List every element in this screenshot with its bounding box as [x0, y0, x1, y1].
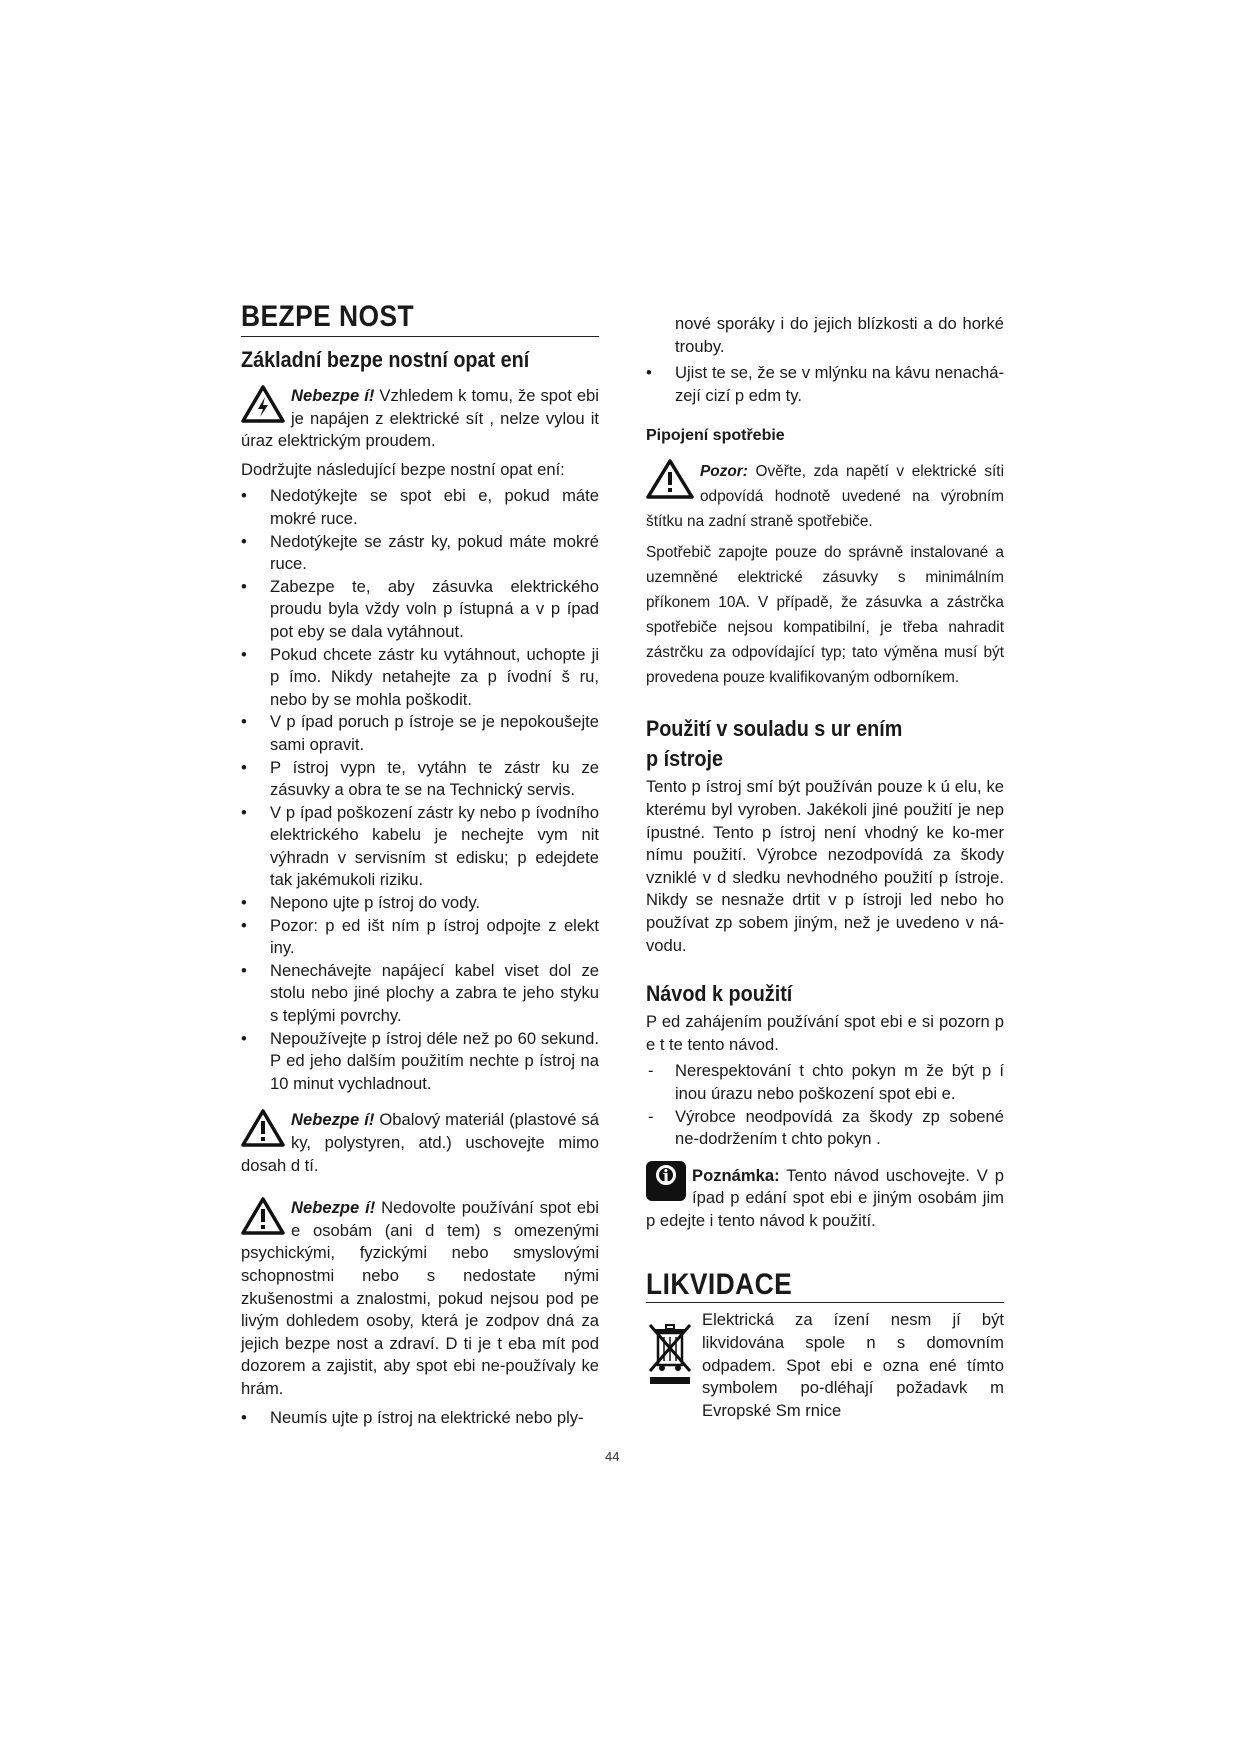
list-item: • P ístroj vypn te, vytáhn te zástr ku ze zásuvky a obra te se na Technický servis.	[241, 757, 599, 802]
warning-electric	[241, 385, 599, 453]
list-item: • Nedotýkejte se spot ebi e, pokud máte mokré ruce.	[241, 485, 599, 530]
caution-text: Ověřte, zda napětí v elektrické síti odpovídá hodnotě uvedené na výrobním štítku na zadní straně spotřebiče.	[646, 463, 1004, 531]
intended-use-heading-2: p ístroje	[646, 746, 724, 772]
continued-text: nové sporáky i do jejich blízkosti a do horké trouby.	[675, 314, 1004, 356]
caution-label: Pozor:	[700, 463, 748, 481]
list-item: - Nerespektování t chto pokyn m že být p í inou úrazu nebo poškození spot ebi e.	[646, 1060, 1004, 1105]
electric-warning-icon	[241, 385, 285, 423]
warning-label: Nebezpe í!	[291, 1198, 376, 1218]
list-item: • Nepono ujte p ístroj do vody.	[241, 892, 599, 915]
mill-list	[646, 362, 1004, 407]
list-item: • V p ípad poruch p ístroje se je nepokoušejte sami opravit.	[241, 711, 599, 756]
warning-packaging	[241, 1109, 599, 1177]
list-item: • Zabezpe te, aby zásuvka elektrického proudu byla vždy voln p ístupná a v p ípad pot eby se dala vytáhnout.	[241, 576, 599, 644]
warning-label: Nebezpe í!	[291, 1110, 375, 1130]
warning-text: Obalový materiál (plastové sá ky, polystyren, atd.) uschovejte mimo dosah d tí.	[241, 1110, 599, 1175]
list-item: - Výrobce neodpovídá za škody zp sobené ne-dodržením t chto pokyn .	[646, 1106, 1004, 1151]
list-item: • Ujist te se, že se v mlýnku na kávu nenachá-zejí cizí p edm ty.	[646, 362, 1004, 407]
exclamation-warning-icon	[646, 459, 694, 499]
disposal-rule	[646, 1302, 1004, 1303]
list-item: • Nepoužívejte p ístroj déle než po 60 sekund. P ed jeho dalším použitím nechte p ístroj na 10 minut vychladnout.	[241, 1028, 599, 1096]
list-item: • Nenechávejte napájecí kabel viset dol ze stolu nebo jiné plochy a zabra te jeho styku s teplými povrchy.	[241, 960, 599, 1028]
list-item: • Neumís ujte p ístroj na elektrické nebo ply-	[241, 1407, 599, 1430]
safety-list	[241, 485, 599, 1095]
intended-use-text: Tento p ístroj smí být používán pouze k ú elu, ke kterému byl vyroben. Jakékoli jiné použití je nep ípustné. Tento p ístroj není vhodný ke ko-mer nímu použití. Výrobce nezodpovídá za škody vzniklé v d sledku nevhodného použití p ístroje. Nikdy se nesnaže drtit v p ístroji led nebo ho používat zp sobem jiným, než je uvedeno v ná-vodu.	[646, 777, 1004, 955]
section-subtitle: Základní bezpe nostní opat ení	[241, 347, 530, 372]
right-column	[646, 313, 1004, 1426]
note-block	[646, 1165, 1004, 1233]
disposal-title: LIKVIDACE	[646, 1268, 793, 1302]
caution-voltage	[646, 459, 1004, 534]
safety-intro: Dodržujte následující bezpe nostní opat ení:	[241, 459, 565, 479]
guide-text: P ed zahájením používání spot ebi e si pozorn p e t te tento návod.	[646, 1012, 1004, 1054]
list-item: • Pokud chcete zástr ku vytáhnout, uchopte ji p ímo. Nikdy netahejte za p ívodní š ru, nebo by se mohla poškodit.	[241, 644, 599, 712]
left-column	[241, 300, 599, 1429]
connection-text: Spotřebič zapojte pouze do správně instalované a uzemněné elektrické zásuvky s minimálním příkonem 10A. V případě, že zásuvka a zástrčka spotřebiče nejsou kompatibilní, je třeba nahradit zástrčku za odpovídající typ; tato výměna musí být provedena pouze kvalifikovaným odborníkem.	[646, 544, 1004, 687]
page-number: 44	[605, 1449, 620, 1464]
crossed-bin-icon	[646, 1319, 694, 1385]
intended-use-heading-1: Použití v souladu s ur ením	[646, 716, 903, 742]
note-label: Poznámka:	[692, 1165, 780, 1185]
guide-list	[646, 1060, 1004, 1150]
warning-text: Vzhledem k tomu, že spot ebi je napájen z elektrické sít , nelze vylou it úraz elektrickým proudem.	[241, 386, 599, 451]
list-item: • V p ípad poškození zástr ky nebo p ívodního elektrického kabelu je nechejte vym nit výhradn v servisním st edisku; p edejdete tak jakémukoli riziku.	[241, 802, 599, 892]
safety-list-cont	[241, 1407, 599, 1430]
warning-persons	[241, 1197, 599, 1400]
exclamation-warning-icon	[241, 1197, 285, 1235]
list-item: • Pozor: p ed išt ním p ístroj odpojte z elekt iny.	[241, 915, 599, 960]
section-title: BEZPE NOST	[241, 300, 415, 333]
guide-heading: Návod k použití	[646, 981, 793, 1007]
warning-text: Nedovolte používání spot ebi e osobám (ani d tem) s omezenými psychickými, fyzickými nebo smyslovými schopnostmi nebo s nedostate nými zkušenostmi a znalostmi, pokud nejsou pod pe livým dohledem osoby, která je zodpov dná za jejich bezpe nost a zdraví. D ti je t eba mít pod dozorem a zajistit, aby spot ebi ne-používaly ke hrám.	[241, 1198, 599, 1398]
section-title-rule	[241, 300, 599, 337]
exclamation-warning-icon	[241, 1109, 285, 1147]
connection-heading: Pipojení spotřebie	[646, 427, 785, 445]
note-text: Tento návod uschovejte. V p ípad p edání spot ebi e jiným osobám jim p edejte i tento návod k použití.	[646, 1165, 1004, 1230]
warning-label: Nebezpe í!	[291, 386, 375, 405]
info-icon: i	[646, 1161, 686, 1201]
disposal-block	[646, 1309, 1004, 1422]
disposal-text: Elektrická za ízení nesm jí být likvidována spole n s domovním odpadem. Spot ebi e ozna ené tímto symbolem po-dléhají požadavk m Evropské Sm rnice	[702, 1310, 1004, 1420]
list-item: • Nedotýkejte se zástr ky, pokud máte mokré ruce.	[241, 531, 599, 576]
